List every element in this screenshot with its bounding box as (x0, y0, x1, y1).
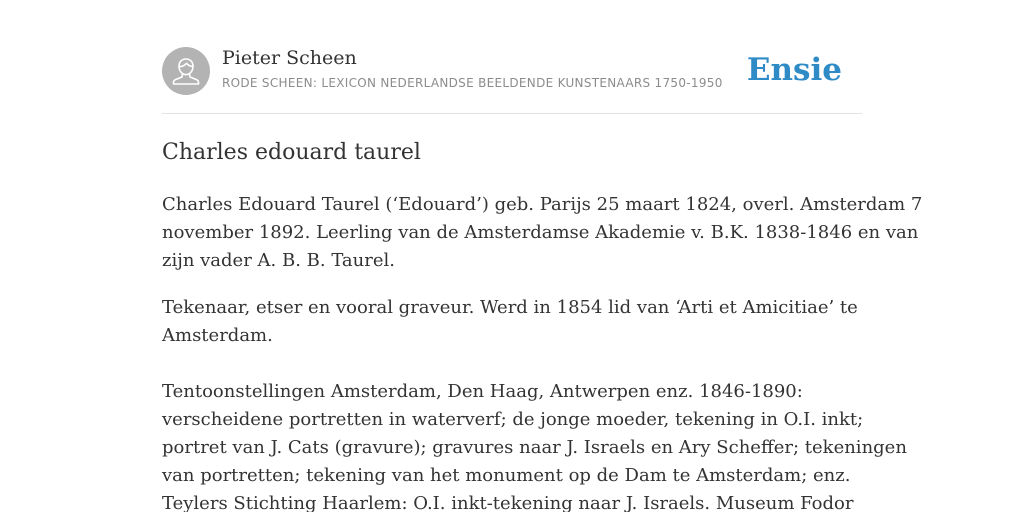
article-title: Charles edouard taurel (162, 140, 421, 165)
author-avatar[interactable] (162, 47, 210, 95)
text-line: november 1892. Leerling van de Amsterdamse Akademie v. B.K. 1838-1846 en van (162, 222, 919, 243)
text-line: zijn vader A. B. B. Taurel. (162, 250, 395, 271)
text-line: Tentoonstellingen Amsterdam, Den Haag, Antwerpen enz. 1846-1890: (162, 381, 803, 402)
text-line: Charles Edouard Taurel (‘Edouard’) geb. Parijs 25 maart 1824, overl. Amsterdam 7 (162, 194, 923, 215)
text-line: Teylers Stichting Haarlem: O.I. inkt-tekening naar J. Israels. Museum Fodor (162, 493, 854, 512)
paragraph-exhibitions (162, 378, 907, 512)
text-line: portret van J. Cats (gravure); gravures naar J. Israels en Ary Scheffer; tekeningen (162, 437, 907, 458)
source-title[interactable]: RODE SCHEEN: LEXICON NEDERLANDSE BEELDENDE KUNSTENAARS 1750-1950 (222, 76, 723, 90)
ensie-logo[interactable]: Ensie (746, 52, 842, 88)
author-name[interactable]: Pieter Scheen (222, 47, 357, 69)
text-line: van portretten; tekening van het monument op de Dam te Amsterdam; enz. (162, 465, 851, 486)
article-body (162, 191, 923, 512)
text-line: Tekenaar, etser en vooral graveur. Werd in 1854 lid van ‘Arti et Amicitiae’ te (162, 297, 858, 318)
user-silhouette-icon (162, 47, 210, 95)
header (162, 0, 862, 114)
text-line: verscheidene portretten in waterverf; de jonge moeder, tekening in O.I. inkt; (162, 409, 864, 430)
content-container (162, 0, 923, 512)
paragraph-profession (162, 294, 862, 350)
paragraph-biography (162, 191, 923, 275)
text-line: Amsterdam. (162, 325, 273, 346)
